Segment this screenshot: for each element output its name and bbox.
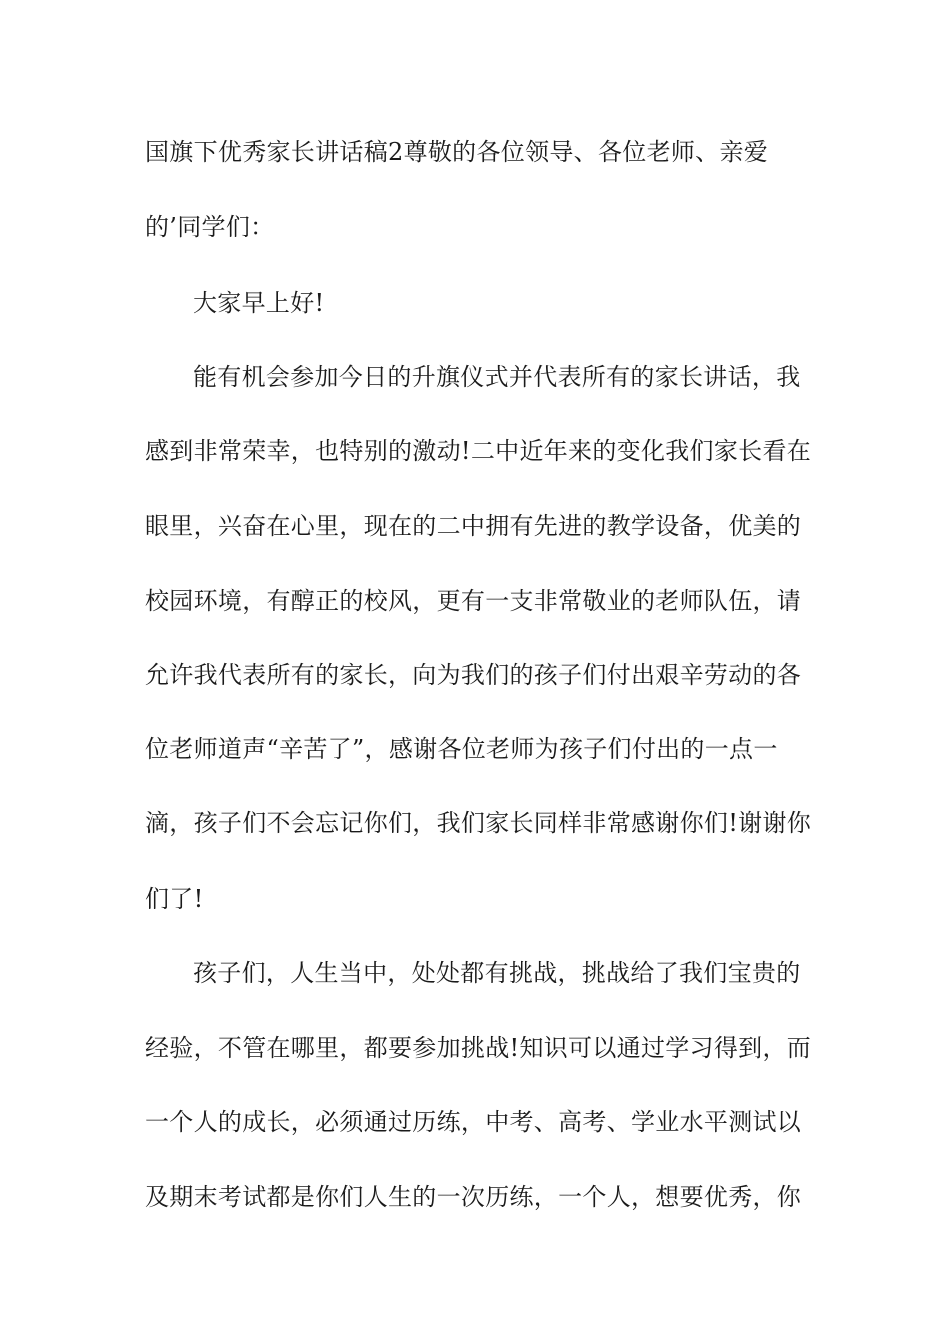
text-line-10: 滴，孩子们不会忘记你们，我们家长同样非常感谢你们!谢谢你	[145, 809, 812, 837]
text-line-7: 校园环境，有醇正的校风，更有一支非常敬业的老师队伍，请	[145, 587, 802, 615]
text-line-13: 经验，不管在哪里，都要参加挑战!知识可以通过学习得到，而	[145, 1034, 812, 1062]
text-line-9: 位老师道声“辛苦了”，感谢各位老师为孩子们付出的一点一	[145, 735, 778, 763]
text-line-14: 一个人的成长，必须通过历练，中考、高考、学业水平测试以	[145, 1108, 802, 1136]
text-line-1: 国旗下优秀家长讲话稿2尊敬的各位领导、各位老师、亲爱	[145, 138, 769, 166]
text-line-15: 及期末考试都是你们人生的一次历练，一个人，想要优秀，你	[145, 1183, 802, 1211]
text-line-12: 孩子们，人生当中，处处都有挑战，挑战给了我们宝贵的	[193, 959, 801, 987]
text-line-11: 们了!	[145, 885, 204, 913]
text-line-2: 的’同学们：	[145, 213, 275, 241]
text-line-5: 感到非常荣幸，也特别的激动!二中近年来的变化我们家长看在	[145, 437, 812, 465]
text-line-8: 允许我代表所有的家长，向为我们的孩子们付出艰辛劳动的各	[145, 661, 802, 689]
text-line-3: 大家早上好!	[193, 289, 325, 317]
text-line-4: 能有机会参加今日的升旗仪式并代表所有的家长讲话，我	[193, 363, 801, 391]
text-line-6: 眼里，兴奋在心里，现在的二中拥有先进的教学设备，优美的	[145, 512, 802, 540]
